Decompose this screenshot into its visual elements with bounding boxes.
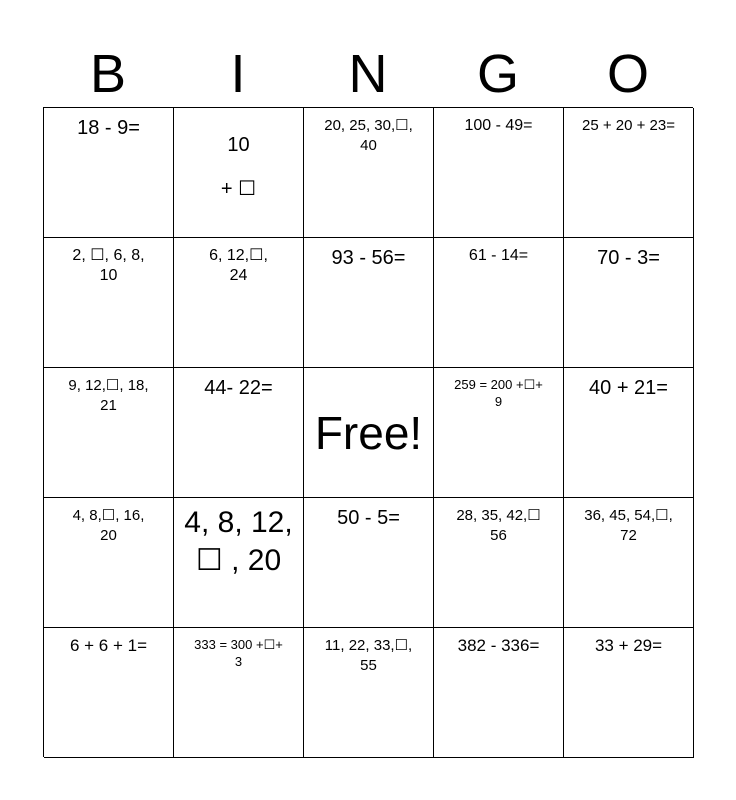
bingo-cell: 33 + 29=: [564, 628, 694, 758]
bingo-cell: 9, 12,☐, 18, 21: [44, 368, 174, 498]
header-letter-o: O: [606, 44, 649, 104]
bingo-cell: 2, ☐, 6, 8, 10: [44, 238, 174, 368]
header-letter-b: B: [89, 44, 127, 104]
header-letter-i: I: [230, 44, 246, 104]
bingo-cell: 4, 8, 12, ☐ , 20: [174, 498, 304, 628]
bingo-cell: 28, 35, 42,☐ 56: [434, 498, 564, 628]
bingo-cell-stacked-addition: [174, 108, 304, 238]
bingo-cell: 259 = 200 +☐+ 9: [434, 368, 564, 498]
bingo-cell: 18 - 9=: [44, 108, 174, 238]
header-letter-g: G: [476, 44, 519, 104]
header-letter-n: N: [348, 44, 388, 104]
addend-blank: + ☐: [220, 178, 257, 200]
bingo-cell: 100 - 49=: [434, 108, 564, 238]
bingo-cell: 333 = 300 +☐+ 3: [174, 628, 304, 758]
bingo-cell: 40 + 21=: [564, 368, 694, 498]
bingo-cell: 6 + 6 + 1=: [44, 628, 174, 758]
bingo-cell: 50 - 5=: [304, 498, 434, 628]
bingo-cell: 382 - 336=: [434, 628, 564, 758]
free-space: Free!: [304, 368, 434, 498]
bingo-cell: 25 + 20 + 23=: [564, 108, 694, 238]
bingo-cell: 70 - 3=: [564, 238, 694, 368]
bingo-header: [43, 40, 693, 108]
bingo-cell: 20, 25, 30,☐, 40: [304, 108, 434, 238]
bingo-cell: 4, 8,☐, 16, 20: [44, 498, 174, 628]
bingo-grid: [43, 107, 693, 757]
bingo-cell: 36, 45, 54,☐, 72: [564, 498, 694, 628]
bingo-cell: 44- 22=: [174, 368, 304, 498]
bingo-cell: 11, 22, 33,☐, 55: [304, 628, 434, 758]
bingo-cell: 6, 12,☐, 24: [174, 238, 304, 368]
bingo-cell: 61 - 14=: [434, 238, 564, 368]
addend-top: 10: [227, 134, 250, 156]
bingo-cell: 93 - 56=: [304, 238, 434, 368]
